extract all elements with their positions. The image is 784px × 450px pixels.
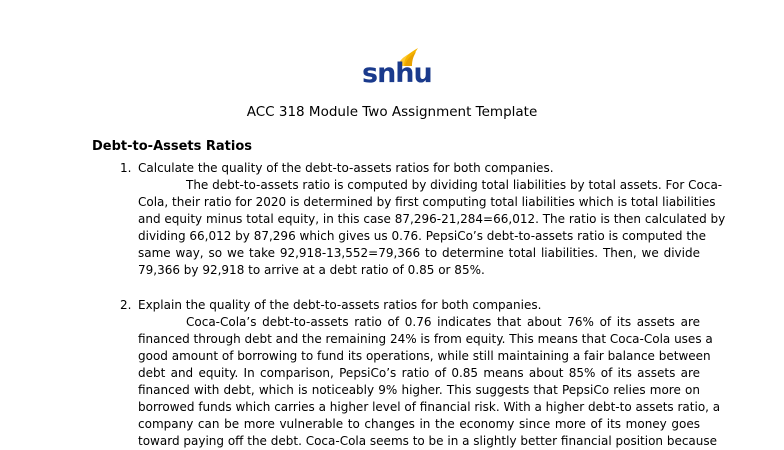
snhu-logo: [360, 46, 432, 89]
answer-line: 79,366 by 92,918 to arrive at a debt ratio of 0.85 or 85%.: [138, 263, 485, 277]
item-answer: [138, 177, 726, 279]
answer-line: financed through debt and the remaining 24% is from equity. This means that Coca-Cola uses a: [138, 332, 713, 346]
item-question: Calculate the quality of the debt-to-assets ratios for both companies.: [138, 161, 554, 175]
item-number: 1.: [120, 161, 132, 175]
answer-line: The debt-to-assets ratio is computed by dividing total liabilities by total assets. For Coca-: [186, 178, 723, 192]
item-number: 2.: [120, 298, 132, 312]
answer-line: toward paying off the debt. Coca-Cola seems to be in a slightly better financial position because: [138, 434, 718, 448]
answer-line: debt and equity. In comparison, PepsiCo’s ratio of 0.85 means about 85% of its assets are: [138, 366, 700, 380]
answer-line: and equity minus total equity, in this case 87,296-21,284=66,012. The ratio is then calculated by: [138, 212, 726, 226]
item-answer: [138, 314, 721, 450]
answer-line: good amount of borrowing to fund its operations, while still maintaining a fair balance between: [138, 349, 711, 363]
document-title: ACC 318 Module Two Assignment Template: [246, 104, 538, 120]
answer-line: dividing 66,012 by 87,296 which gives us 0.76. PepsiCo’s debt-to-assets ratio is computed the: [138, 229, 707, 243]
section-heading: Debt-to-Assets Ratios: [92, 139, 253, 154]
answer-line: company can be more vulnerable to changes in the economy since more of its money goes: [138, 417, 700, 431]
item-question: Explain the quality of the debt-to-assets ratios for both companies.: [138, 298, 542, 312]
answer-line: Cola, their ratio for 2020 is determined by first computing total liabilities which is total liabilities: [138, 195, 716, 209]
logo-wordmark: snhu: [362, 58, 432, 89]
answer-line: same way, so we take 92,918-13,552=79,366 to determine total liabilities. Then, we divide: [138, 246, 700, 260]
answer-line: Coca-Cola’s debt-to-assets ratio of 0.76 indicates that about 76% of its assets are: [186, 315, 700, 329]
answer-line: borrowed funds which carries a higher level of financial risk. With a higher debt-to assets ratio, a: [138, 400, 721, 414]
answer-line: financed with debt, which is noticeably 9% higher. This suggests that PepsiCo relies more on: [138, 383, 700, 397]
